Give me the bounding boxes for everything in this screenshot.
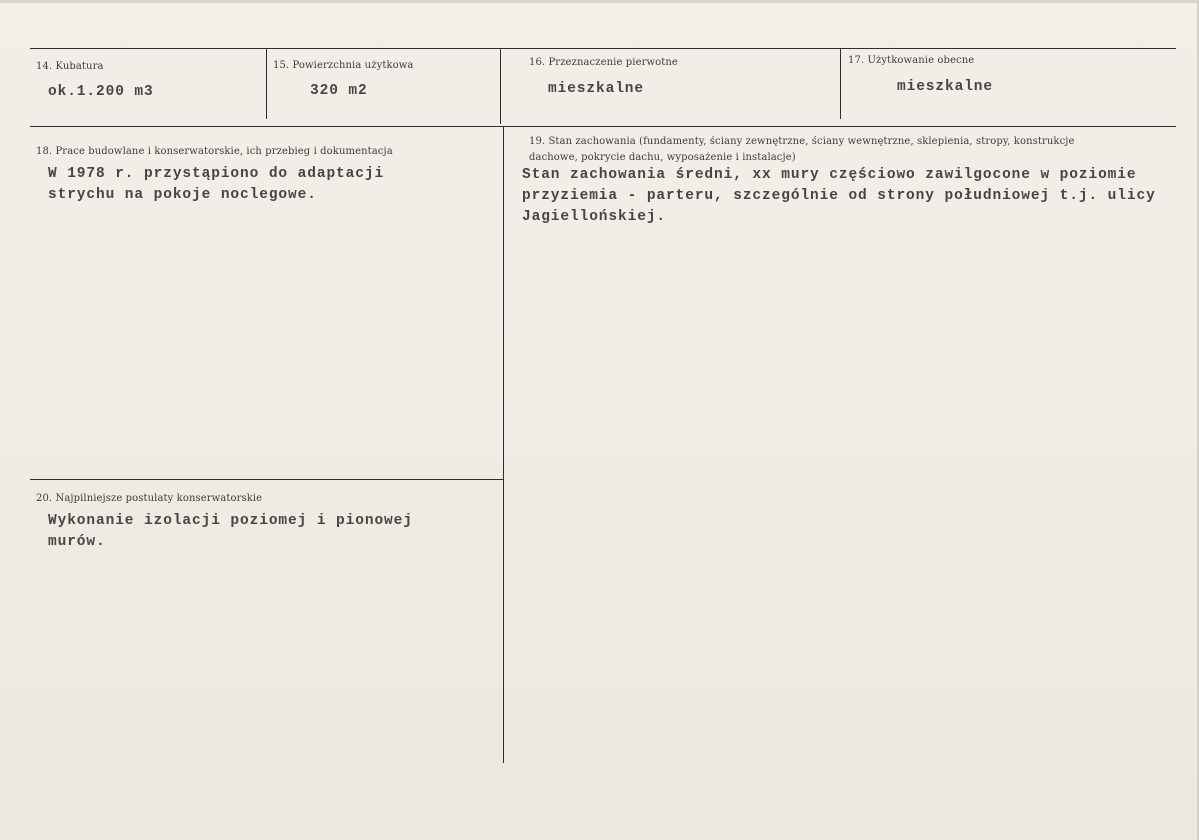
divider-15-16 — [500, 49, 501, 124]
field-20-label: 20. Najpilniejsze postulaty konserwatorskie — [36, 493, 263, 504]
field-15-value: 320 m2 — [310, 83, 368, 99]
field-18-label: 18. Prace budowlane i konserwatorskie, ich przebieg i dokumentacja — [36, 146, 393, 157]
field-18-value: W 1978 r. przystąpiono do adaptacji strychu na pokoje noclegowe. — [48, 166, 385, 203]
main-column-divider — [503, 127, 504, 763]
field-14-label: 14. Kubatura — [36, 61, 104, 72]
divider-14-15 — [266, 49, 267, 119]
field-19-label: 19. Stan zachowania (fundamenty, ściany zewnętrzne, ściany wewnętrzne, sklepienia, stropy, konstrukcje dachowe, pokrycie dachu, wyposażenie i instalacje) — [529, 136, 1075, 163]
field-16-value: mieszkalne — [548, 81, 645, 97]
field-19-value: Stan zachowania średni, xx mury częściowo zawilgocone w poziomie przyziemia - parteru, szczególnie od strony południowej t.j. ulicy Jagiellońskiej. — [522, 167, 1156, 225]
divider-16-17 — [840, 49, 841, 119]
field-17-label: 17. Użytkowanie obecne — [848, 55, 975, 66]
field-15-label: 15. Powierzchnia użytkowa — [273, 60, 414, 71]
field-20-value: Wykonanie izolacji poziomej i pionowej murów. — [48, 513, 413, 550]
field-14-value: ok.1.200 m3 — [48, 84, 154, 100]
field-16-label: 16. Przeznaczenie pierwotne — [529, 57, 678, 68]
top-rule — [30, 48, 1176, 49]
section-20-rule — [30, 479, 504, 480]
middle-rule — [30, 126, 1176, 127]
field-17-value: mieszkalne — [897, 79, 994, 95]
card-top-edge — [0, 0, 1199, 3]
